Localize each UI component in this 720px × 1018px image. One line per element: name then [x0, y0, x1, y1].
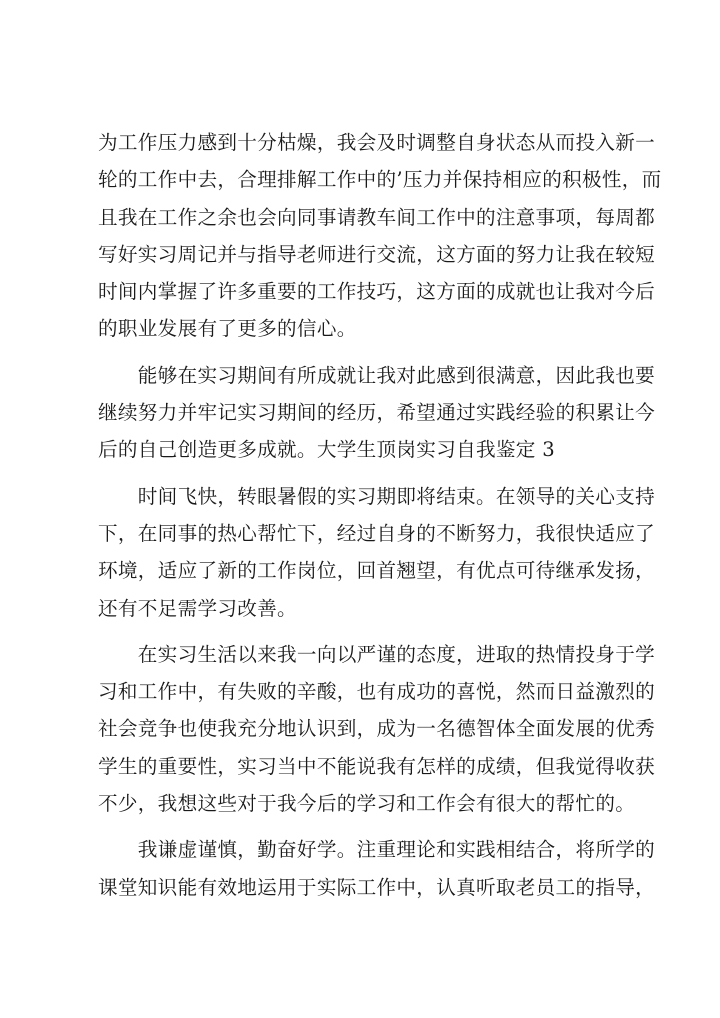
text-line: 且我在工作之余也会向同事请教车间工作中的注意事项，每周都	[98, 205, 656, 229]
text-line: 能够在实习期间有所成就让我对此感到很满意，因此我也要	[98, 363, 656, 387]
text-line: 社会竞争也使我充分地认识到，成为一名德智体全面发展的优秀	[98, 717, 656, 741]
text-line: 为工作压力感到十分枯燥，我会及时调整自身状态从而投入新一	[98, 131, 656, 154]
text-line: 下，在同事的热心帮忙下，经过自身的不断努力，我很快适应了	[98, 521, 656, 545]
text-line: 时间飞快，转眼暑假的实习期即将结束。在领导的关心支持	[98, 484, 656, 508]
text-line: 不少，我想这些对于我今后的学习和工作会有很大的帮忙的。	[98, 792, 636, 816]
text-line: 课堂知识能有效地运用于实际工作中，认真听取老员工的指导，	[98, 875, 656, 899]
text-line: 在实习生活以来我一向以严谨的态度，进取的热情投身于学	[98, 642, 656, 666]
document-body	[98, 124, 662, 915]
paragraph-3	[98, 478, 658, 627]
text-line: 时间内掌握了许多重要的工作技巧，这方面的成就也让我对今后	[98, 280, 656, 304]
text-line: 轮的工作中去，合理排解工作中的’压力并保持相应的积极性，而	[98, 168, 662, 192]
text-line: 我谦虚谨慎，勤奋好学。注重理论和实践相结合，将所学的	[98, 838, 656, 862]
text-line: 学生的重要性，实习当中不能说我有怎样的成绩，但我觉得收获	[98, 754, 656, 778]
text-line: 环境，适应了新的工作岗位，回首翘望，有优点可待继承发扬，	[98, 559, 656, 583]
text-line: 还有不足需学习改善。	[98, 596, 297, 620]
text-line: 写好实习周记并与指导老师进行交流，这方面的努力让我在较短	[98, 242, 656, 266]
text-line: 习和工作中，有失败的辛酸，也有成功的喜悦，然而日益激烈的	[98, 680, 656, 704]
text-line: 继续努力并牢记实习期间的经历，希望通过实践经验的积累让今	[98, 401, 656, 425]
paragraph-4	[98, 636, 658, 822]
paragraph-2	[98, 357, 658, 469]
text-line: 的职业发展有了更多的信心。	[98, 317, 357, 341]
paragraph-5	[98, 831, 658, 906]
text-line: 后的自己创造更多成就。大学生顶岗实习自我鉴定 3	[98, 438, 555, 462]
paragraph-1	[98, 124, 662, 348]
